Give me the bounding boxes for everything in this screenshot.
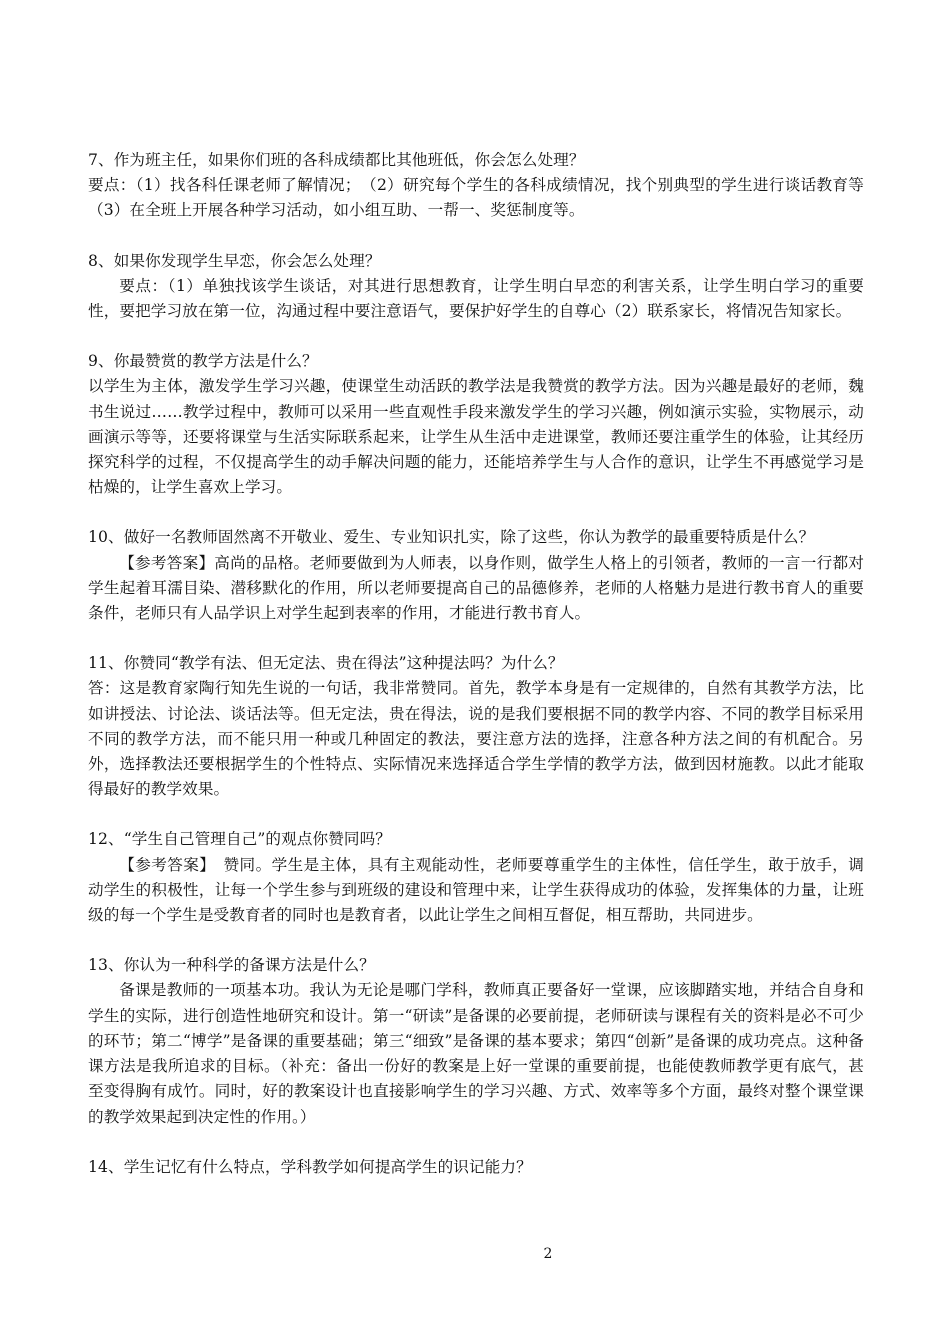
qa-item-14 [88,1155,864,1180]
question-10: 10、做好一名教师固然离不开敬业、爱生、专业知识扎实，除了这些，你认为教学的最重要特质是什么？ [88,528,815,547]
answer-13: 备课是教师的一项基本功。我认为无论是哪门学科，教师真正要备好一堂课，应该脚踏实地，并结合自身和学生的实际，进行创造性地研究和设计。第一“研读”是备课的必要前提，老师研读与课程有关的资料是必不可少的环节；第二“博学”是备课的重要基础；第三“细致”是备课的基本要求；第四“创新”是备课的成功亮点。这种备课方法是我所追求的目标。（补充：备出一份好的教案是上好一堂课的重要前提，也能使教师教学更有底气，甚至变得胸有成竹。同时，好的教案设计也直接影响学生的学习兴趣、方式、效率等多个方面，最终对整个课堂课的教学效果起到决定性的作用。） [88,981,864,1126]
question-14: 14、学生记忆有什么特点，学科教学如何提高学生的识记能力？ [88,1157,532,1176]
question-8: 8、如果你发现学生早恋，你会怎么处理？ [88,251,381,270]
document-body [88,148,880,1205]
answer-12: 【参考答案】 赞同。学生是主体，具有主观能动性，老师要尊重学生的主体性，信任学生，敢于放手，调动学生的积极性，让每一个学生参与到班级的建设和管理中来，让学生获得成功的体验，发挥集体的力量，让班级的每一个学生是受教育者的同时也是教育者，以此让学生之间相互督促，相互帮助，共同进步。 [88,855,864,925]
question-9: 9、你最赞赏的教学方法是什么？ [88,352,318,371]
qa-item-8 [88,249,864,325]
answer-9: 以学生为主体，激发学生学习兴趣，使课堂生动活跃的教学法是我赞赏的教学方法。因为兴趣是最好的老师，魏书生说过……教学过程中，教师可以采用一些直观性手段来激发学生的学习兴趣，例如演示实验，实物展示，动画演示等等，还要将课堂与生活实际联系起来，让学生从生活中走进课堂，教师还要注重学生的体验，让其经历探究科学的过程，不仅提高学生的动手解决问题的能力，还能培养学生与人合作的意识，让学生不再感觉学习是枯燥的，让学生喜欢上学习。 [88,377,864,497]
question-12: 12、“学生自己管理自己”的观点你赞同吗？ [88,830,391,849]
qa-item-12 [88,827,864,928]
question-13: 13、你认为一种科学的备课方法是什么？ [88,956,375,975]
qa-item-11 [88,651,864,802]
question-7: 7、作为班主任，如果你们班的各科成绩都比其他班低，你会怎么处理？ [88,151,585,169]
question-11: 11、你赞同“教学有法、但无定法、贵在得法”这种提法吗？为什么？ [88,654,564,673]
answer-10: 【参考答案】高尚的品格。老师要做到为人师表，以身作则，做学生人格上的引领者，教师的一言一行都对学生起着耳濡目染、潜移默化的作用，所以老师要提高自己的品德修养，老师的人格魅力是进行教书育人的重要条件，老师只有人品学识上对学生起到表率的作用，才能进行教书育人。 [88,553,864,623]
qa-item-10 [88,525,864,626]
qa-item-9 [88,349,864,500]
qa-item-13 [88,953,864,1129]
answer-11: 答：这是教育家陶行知先生说的一句话，我非常赞同。首先，教学本身是有一定规律的，自然有其教学方法，比如讲授法、讨论法、谈话法等。但无定法，贵在得法，说的是我们要根据不同的教学内容、不同的教学目标采用不同的教学方法，而不能只用一种或几种固定的教法，要注意方法的选择，注意各种方法之间的有机配合。另外，选择教法还要根据学生的个性特点、实际情况来选择适合学生学情的教学方法，做到因材施教。以此才能取得最好的教学效果。 [88,679,864,799]
answer-7: 要点：（1）找各科任课老师了解情况； （2）研究每个学生的各科成绩情况，找个别典型的学生进行谈话教育等 （3）在全班上开展各种学习活动，如小组互助、一帮一、奖惩制度等。 [88,176,880,220]
answer-8: 要点：（1）单独找该学生谈话，对其进行思想教育，让学生明白早恋的利害关系，让学生明白学习的重要性，要把学习放在第一位，沟通过程中要注意语气，要保护好学生的自尊心（2）联系家长，将情况告知家长。 [88,276,864,321]
qa-item-7 [88,148,880,224]
page-number: 2 [543,1246,553,1262]
